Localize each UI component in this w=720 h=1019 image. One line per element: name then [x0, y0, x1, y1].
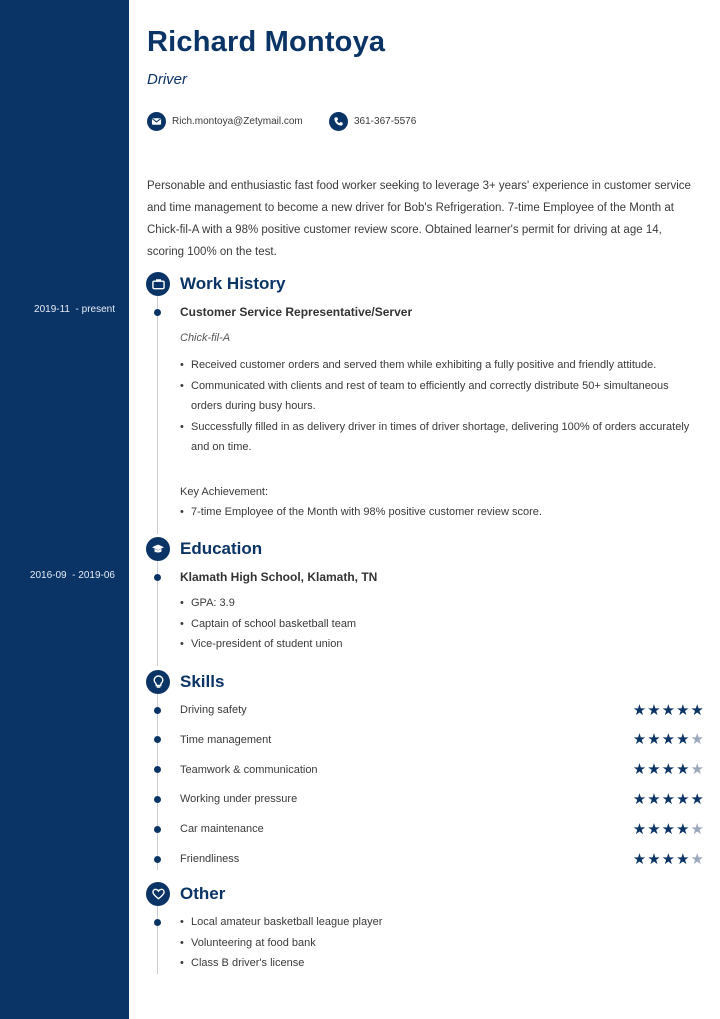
skill-dot — [154, 766, 161, 773]
star-filled-icon: ★ — [676, 731, 690, 749]
star-filled-icon: ★ — [676, 850, 690, 868]
star-filled-icon: ★ — [661, 790, 676, 808]
phone-icon — [329, 112, 348, 131]
list-item: • Class B driver's license — [180, 953, 700, 974]
work-bullets — [180, 355, 700, 458]
star-filled-icon: ★ — [661, 731, 676, 749]
education-dot — [154, 574, 161, 581]
skill-row — [154, 851, 704, 867]
star-filled-icon: ★ — [676, 820, 690, 838]
skill-name: Driving safety — [180, 704, 247, 716]
star-filled-icon: ★ — [647, 701, 661, 719]
work-dot — [154, 309, 161, 316]
skill-dot — [154, 856, 161, 863]
skill-dot — [154, 707, 161, 714]
list-item: • Received customer orders and served them while exhibiting a fully positive and friendly attitude. — [180, 355, 700, 376]
graduation-cap-icon — [146, 537, 170, 561]
star-filled-icon: ★ — [647, 820, 661, 838]
star-filled-icon: ★ — [690, 790, 704, 808]
skill-rating — [633, 703, 704, 718]
star-filled-icon: ★ — [676, 701, 690, 719]
star-filled-icon: ★ — [676, 790, 690, 808]
sidebar — [0, 0, 129, 1019]
star-filled-icon: ★ — [661, 701, 676, 719]
star-filled-icon: ★ — [647, 850, 661, 868]
education-title: Education — [180, 539, 263, 558]
achievement-label: Key Achievement: — [180, 486, 269, 498]
skill-dot — [154, 796, 161, 803]
list-item: • Successfully filled in as delivery driver in times of driver shortage, delivering 100% of orders accurately and on time. — [180, 417, 700, 458]
candidate-role: Driver — [147, 71, 187, 88]
company-name: Chick-fil-A — [180, 332, 231, 344]
star-filled-icon: ★ — [690, 701, 704, 719]
skills-timeline — [157, 694, 158, 870]
skill-rating — [633, 762, 704, 777]
work-date: 2019-11 - present — [34, 304, 115, 315]
skill-name: Friendliness — [180, 853, 240, 865]
list-item: • 7-time Employee of the Month with 98% positive customer review score. — [180, 502, 700, 523]
star-filled-icon: ★ — [661, 761, 676, 779]
briefcase-icon — [146, 272, 170, 296]
other-title: Other — [180, 884, 226, 903]
skill-name: Car maintenance — [180, 823, 264, 836]
star-filled-icon: ★ — [661, 820, 676, 838]
achievement-bullets — [180, 502, 700, 523]
candidate-name: Richard Montoya — [147, 26, 386, 58]
envelope-icon — [147, 112, 166, 131]
profile-summary: Personable and enthusiastic fast food worker seeking to leverage 3+ years' experience in customer service and time management to become a new driver for Bob's Refrigeration. 7-time Employee of the Month at Chick-fil-A with a 98% positive customer review score. Obtained learner's permit for driving at age 14, scoring 100% on the test. — [147, 180, 691, 258]
star-empty-icon: ★ — [690, 850, 704, 868]
other-dot — [154, 919, 161, 926]
other-timeline — [157, 906, 158, 974]
email-contact[interactable] — [147, 112, 303, 131]
star-filled-icon: ★ — [632, 850, 647, 868]
star-filled-icon: ★ — [632, 731, 647, 749]
phone-contact[interactable] — [329, 112, 416, 131]
skill-name: Time management — [180, 733, 272, 746]
work-history-title: Work History — [180, 274, 286, 293]
star-filled-icon: ★ — [647, 790, 661, 808]
phone-text[interactable]: 361-367-5576 — [354, 116, 417, 127]
star-filled-icon: ★ — [632, 790, 647, 808]
skill-rating — [633, 792, 704, 807]
work-timeline — [157, 294, 158, 534]
skill-name: Teamwork & communication — [180, 763, 318, 776]
list-item: • Communicated with clients and rest of team to efficiently and correctly distribute 50+ simultaneous orders during busy hours. — [180, 376, 700, 417]
star-filled-icon: ★ — [632, 701, 647, 719]
skill-row — [154, 732, 704, 748]
skill-row — [154, 791, 704, 807]
skills-title: Skills — [180, 672, 225, 691]
list-item: • Volunteering at food bank — [180, 933, 700, 954]
star-filled-icon: ★ — [661, 850, 676, 868]
star-filled-icon: ★ — [632, 761, 647, 779]
skill-dot — [154, 736, 161, 743]
education-date: 2016-09 - 2019-06 — [29, 570, 115, 581]
skill-rating — [633, 732, 704, 747]
star-empty-icon: ★ — [690, 761, 704, 779]
star-empty-icon: ★ — [690, 820, 704, 838]
skill-rating — [633, 852, 704, 867]
list-item: • Local amateur basketball league player — [180, 912, 700, 933]
skill-rating — [633, 822, 704, 837]
star-filled-icon: ★ — [676, 761, 690, 779]
skill-row — [154, 821, 704, 837]
star-filled-icon: ★ — [632, 820, 647, 838]
other-bullets — [180, 912, 700, 974]
skill-row — [154, 702, 704, 718]
skill-name: Working under pressure — [180, 793, 298, 806]
school-name: Klamath High School, Klamath, TN — [180, 570, 378, 584]
heart-icon — [146, 882, 170, 906]
skill-row — [154, 762, 704, 778]
skill-dot — [154, 826, 161, 833]
list-item: • Vice-president of student union — [180, 634, 700, 655]
star-filled-icon: ★ — [647, 761, 661, 779]
job-title: Customer Service Representative/Server — [180, 305, 413, 319]
lightbulb-icon — [146, 670, 170, 694]
star-filled-icon: ★ — [647, 731, 661, 749]
education-bullets — [180, 593, 700, 655]
list-item: • Captain of school basketball team — [180, 614, 700, 635]
email-text[interactable]: Rich.montoya@Zetymail.com — [172, 116, 303, 127]
list-item: • GPA: 3.9 — [180, 593, 700, 614]
star-empty-icon: ★ — [690, 731, 704, 749]
